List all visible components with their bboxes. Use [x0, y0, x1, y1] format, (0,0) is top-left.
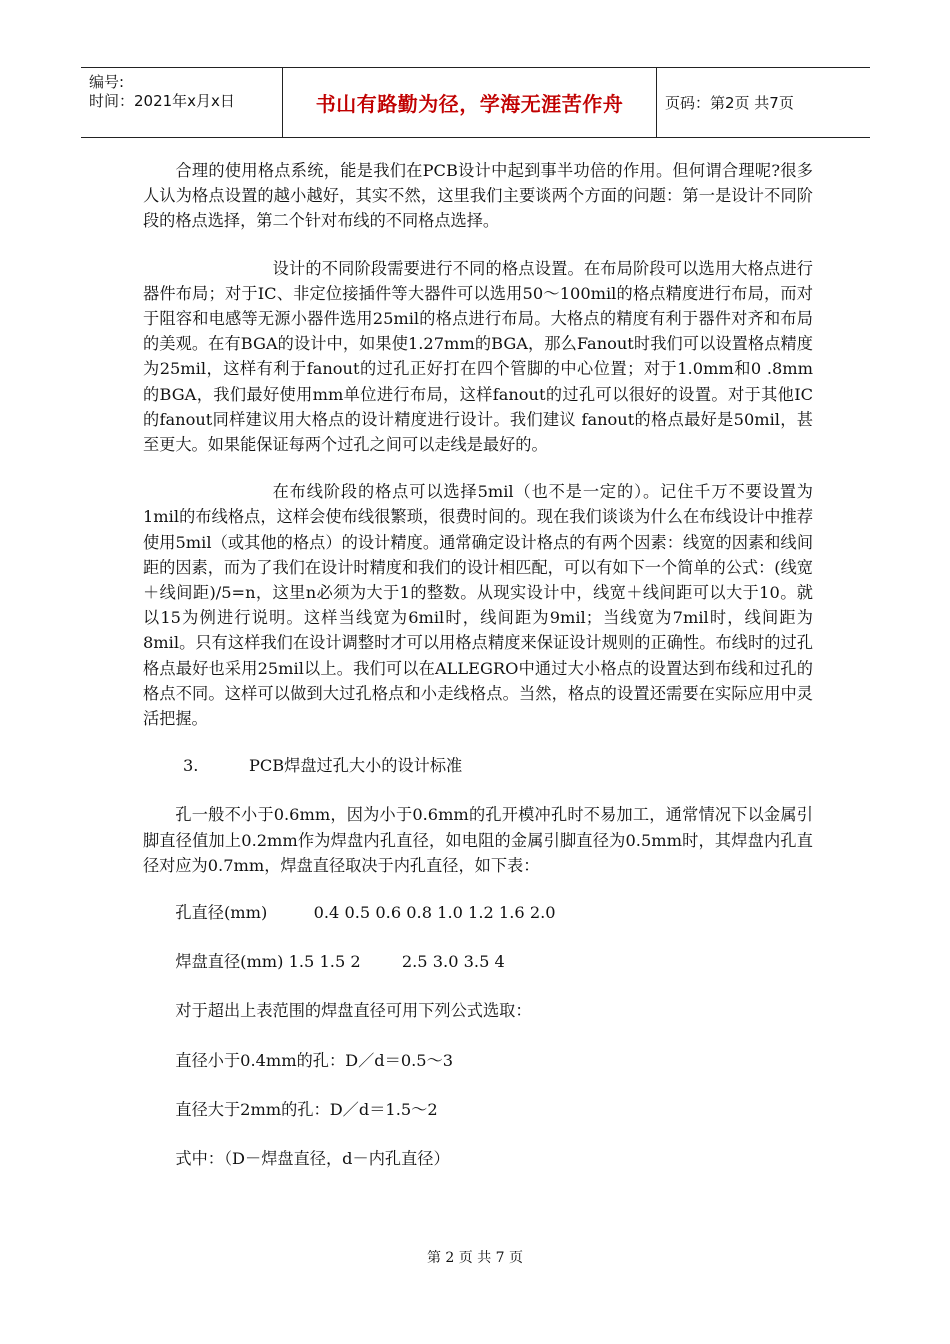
- formula-small-hole: 直径小于0.4mm的孔：D／d＝0.5～3: [175, 1050, 454, 1070]
- motto-text: 书山有路勤为径，学海无涯苦作舟: [315, 92, 624, 116]
- section-heading: [143, 753, 813, 778]
- header-page-cell: [657, 68, 870, 137]
- header-motto-cell: [283, 68, 657, 137]
- paragraph-hole-size: 孔一般不小于0.6mm，因为小于0.6mm的孔开模冲孔时不易加工，通常情况下以金属引脚直径值加上0.2mm作为焊盘内孔直径，如电阻的金属引脚直径为0.5mm时，其焊盘内孔直径对应为0.7mm，焊盘直径取决于内孔直径，如下表：: [143, 805, 813, 875]
- formula-intro: 对于超出上表范围的焊盘直径可用下列公式选取：: [175, 1001, 532, 1021]
- formula-large-hole: 直径大于2mm的孔：D／d＝1.5～2: [175, 1099, 438, 1119]
- date-label: 时间：2021年x月x日: [89, 92, 235, 110]
- page-header: [81, 67, 870, 138]
- document-body: [143, 158, 813, 1195]
- code-label: 编号:: [89, 73, 125, 91]
- page-footer: 第 2 页 共 7 页: [426, 1250, 524, 1266]
- hole-diameter-row: 孔直径(mm) 0.4 0.5 0.6 0.8 1.0 1.2 1.6 2.0: [175, 903, 556, 923]
- section-number: 3.: [183, 756, 199, 776]
- pad-diameter-row: 焊盘直径(mm) 1.5 1.5 2 2.5 3.0 3.5 4: [175, 952, 505, 972]
- paragraph-grid-routing: 在布线阶段的格点可以选择5mil（也不是一定的）。记住千万不要设置为1mil的布线格点，这样会使布线很繁琐，很费时间的。现在我们谈谈为什么在布线设计中推荐使用5mil（或其他的格点）的设计精度。通常确定设计格点的有两个因素：线宽的因素和线间距的因素，而为了我们在设计时精度和我们的设计相匹配，可以有如下一个简单的公式：(线宽＋线间距)/5=n，这里n必须为大于1的整数。从现实设计中，线宽＋线间距可以大于10。就以15为例进行说明。这样当线宽为6mil时，线间距为9mil；当线宽为7mil时，线间距为8mil。只有这样我们在设计调整时才可以用格点精度来保证设计规则的正确性。布线时的过孔格点最好也采用25mil以上。我们可以在ALLEGRO中通过大小格点的设置达到布线和过孔的格点不同。这样可以做到大过孔格点和小走线格点。当然，格点的设置还需要在实际应用中灵活把握。: [143, 482, 813, 729]
- paragraph-grid-intro: 合理的使用格点系统，能是我们在PCB设计中起到事半功倍的作用。但何谓合理呢?很多人认为格点设置的越小越好，其实不然，这里我们主要谈两个方面的问题：第一是设计不同阶段的格点选择，第二个针对布线的不同格点选择。: [143, 161, 813, 231]
- paragraph-grid-stages: 设计的不同阶段需要进行不同的格点设置。在布局阶段可以选用大格点进行器件布局；对于IC、非定位接插件等大器件可以选用50～100mil的格点精度进行布局，而对于阻容和电感等无源小器件选用25mil的格点进行布局。大格点的精度有利于器件对齐和布局的美观。在有BGA的设计中，如果使1.27mm的BGA，那么Fanout时我们可以设置格点精度为25mil，这样有利于fanout的过孔正好打在四个管脚的中心位置；对于1.0mm和0 .8mm的BGA，我们最好使用mm单位进行布局，这样fanout的过孔可以很好的设置。对于其他IC的fanout同样建议用大格点的设计精度进行设计。我们建议 fanout的格点最好是50mil，甚至更大。如果能保证每两个过孔之间可以走线是最好的。: [143, 258, 813, 455]
- page-code: 页码：第2页 共7页: [665, 94, 794, 112]
- formula-legend: 式中：（D－焊盘直径，d－内孔直径）: [175, 1149, 450, 1169]
- header-info-cell: [81, 68, 283, 137]
- section-title: PCB焊盘过孔大小的设计标准: [249, 756, 463, 776]
